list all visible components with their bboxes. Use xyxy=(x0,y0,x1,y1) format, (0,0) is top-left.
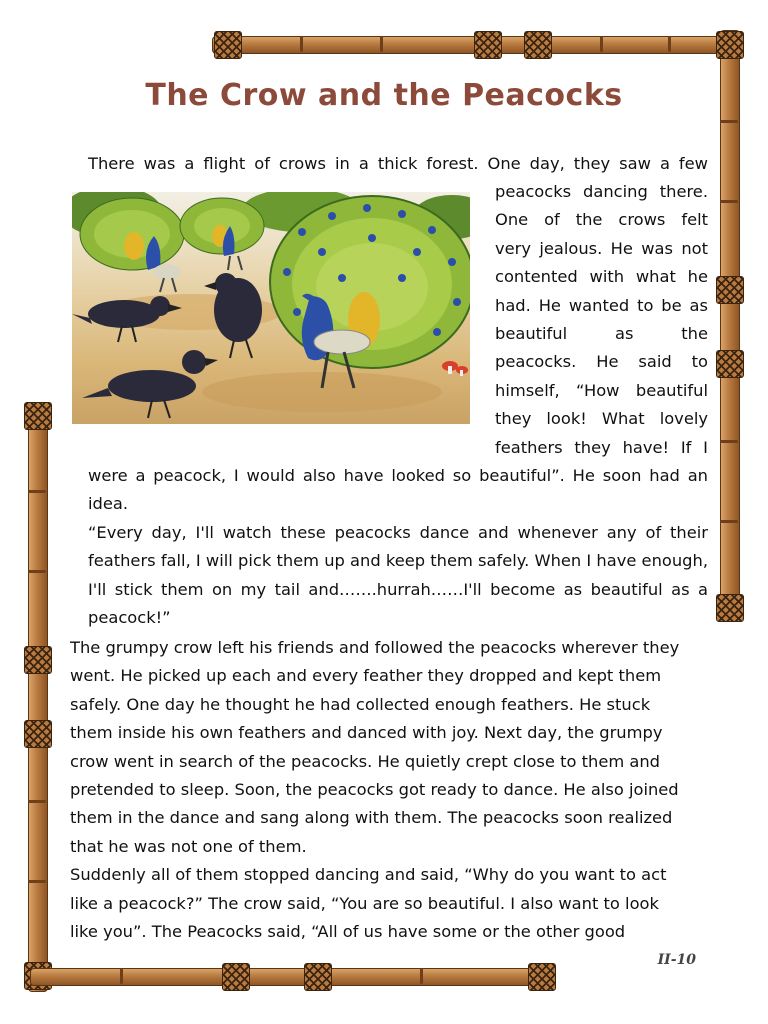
frame-knot-bottom-right xyxy=(528,963,556,991)
story-paragraph-1-wrapped xyxy=(495,178,708,462)
text-line: had. He wanted to be as xyxy=(495,295,708,315)
bamboo-node xyxy=(720,520,738,523)
frame-knot-left-top xyxy=(24,402,52,430)
peacock-large xyxy=(270,196,470,388)
text-line: feathers they have! If I xyxy=(495,437,708,457)
frame-knot-left-mid xyxy=(24,646,52,674)
bamboo-frame-right xyxy=(720,30,740,622)
text-line: that he was not one of them. xyxy=(70,836,307,856)
text-line: feathers fall, I will pick them up and keep them safely. When I have enough, xyxy=(88,551,708,571)
text-line: Suddenly all of them stopped dancing and said, “Why do you want to act xyxy=(70,865,667,885)
illustration-svg xyxy=(72,192,470,424)
bamboo-node xyxy=(380,36,383,52)
bamboo-node xyxy=(420,968,423,984)
bamboo-node xyxy=(300,36,303,52)
text-line: I'll stick them on my tail and…….hurrah……I'll become as beautiful as a xyxy=(88,579,708,599)
text-line: them inside his own feathers and danced with joy. Next day, the grumpy xyxy=(70,723,663,743)
text-line: There was a flight of crows in a thick forest. One day, they saw a few xyxy=(88,154,708,173)
bamboo-node xyxy=(28,490,46,493)
text-line: like you”. The Peacocks said, “All of us have some or the other good xyxy=(70,922,626,942)
text-line: contented with what he xyxy=(495,267,708,287)
text-line: them in the dance and sang along with them. The peacocks soon realized xyxy=(70,808,673,828)
text-line: safely. One day he thought he had collected enough feathers. He stuck xyxy=(70,694,651,714)
peacock-small-middle xyxy=(180,198,264,270)
bamboo-node xyxy=(28,570,46,573)
bamboo-frame-bottom xyxy=(30,968,556,986)
frame-knot-bottom-mid2 xyxy=(304,963,332,991)
bamboo-node xyxy=(28,880,46,883)
bamboo-node xyxy=(720,440,738,443)
bamboo-node xyxy=(720,120,738,123)
story-title: The Crow and the Peacocks xyxy=(145,78,623,113)
text-line: peacock!” xyxy=(88,608,171,628)
frame-knot-top-mid2 xyxy=(524,31,552,59)
bamboo-node xyxy=(600,36,603,52)
text-line: were a peacock, I would also have looked so beautiful”. He soon had an idea. xyxy=(88,466,708,514)
mushrooms xyxy=(442,361,468,376)
frame-knot-right-mid2 xyxy=(716,350,744,378)
text-line: like a peacock?” The crow said, “You are so beautiful. I also want to look xyxy=(70,893,659,913)
bamboo-node xyxy=(120,968,123,984)
text-line: peacocks. He said to xyxy=(495,352,708,372)
bamboo-node xyxy=(28,800,46,803)
text-line: beautiful as the xyxy=(495,324,708,344)
bamboo-node xyxy=(668,36,671,52)
text-line: One of the crows felt xyxy=(495,210,708,230)
frame-knot-right-bottom xyxy=(716,594,744,622)
crow-bottom xyxy=(82,350,218,418)
story-paragraph-1-intro xyxy=(88,150,708,178)
page-number: II-10 xyxy=(657,952,696,968)
story-paragraph-2 xyxy=(70,634,710,946)
frame-knot-top-mid xyxy=(474,31,502,59)
text-line: The grumpy crow left his friends and followed the peacocks wherever they xyxy=(70,638,680,657)
peacock-small-left xyxy=(80,198,184,292)
text-line: crow went in search of the peacocks. He quietly crept close to them and xyxy=(70,751,661,771)
bamboo-node xyxy=(720,200,738,203)
text-line: himself, “How beautiful xyxy=(495,380,708,400)
frame-knot-top-left xyxy=(214,31,242,59)
frame-knot-right-mid xyxy=(716,276,744,304)
text-line: “Every day, I'll watch these peacocks dance and whenever any of their xyxy=(88,522,708,542)
text-line: very jealous. He was not xyxy=(495,238,708,258)
frame-knot-bottom-mid xyxy=(222,963,250,991)
crows-and-peacocks-illustration xyxy=(72,192,470,424)
text-line: went. He picked up each and every feather they dropped and kept them xyxy=(70,666,662,686)
frame-knot-top-right xyxy=(716,31,744,59)
text-line: peacocks dancing there. xyxy=(495,182,708,201)
text-line: pretended to sleep. Soon, the peacocks got ready to dance. He also joined xyxy=(70,780,679,800)
story-paragraph-1-continued xyxy=(88,462,708,632)
text-line: they look! What lovely xyxy=(495,409,708,429)
frame-knot-left-mid2 xyxy=(24,720,52,748)
